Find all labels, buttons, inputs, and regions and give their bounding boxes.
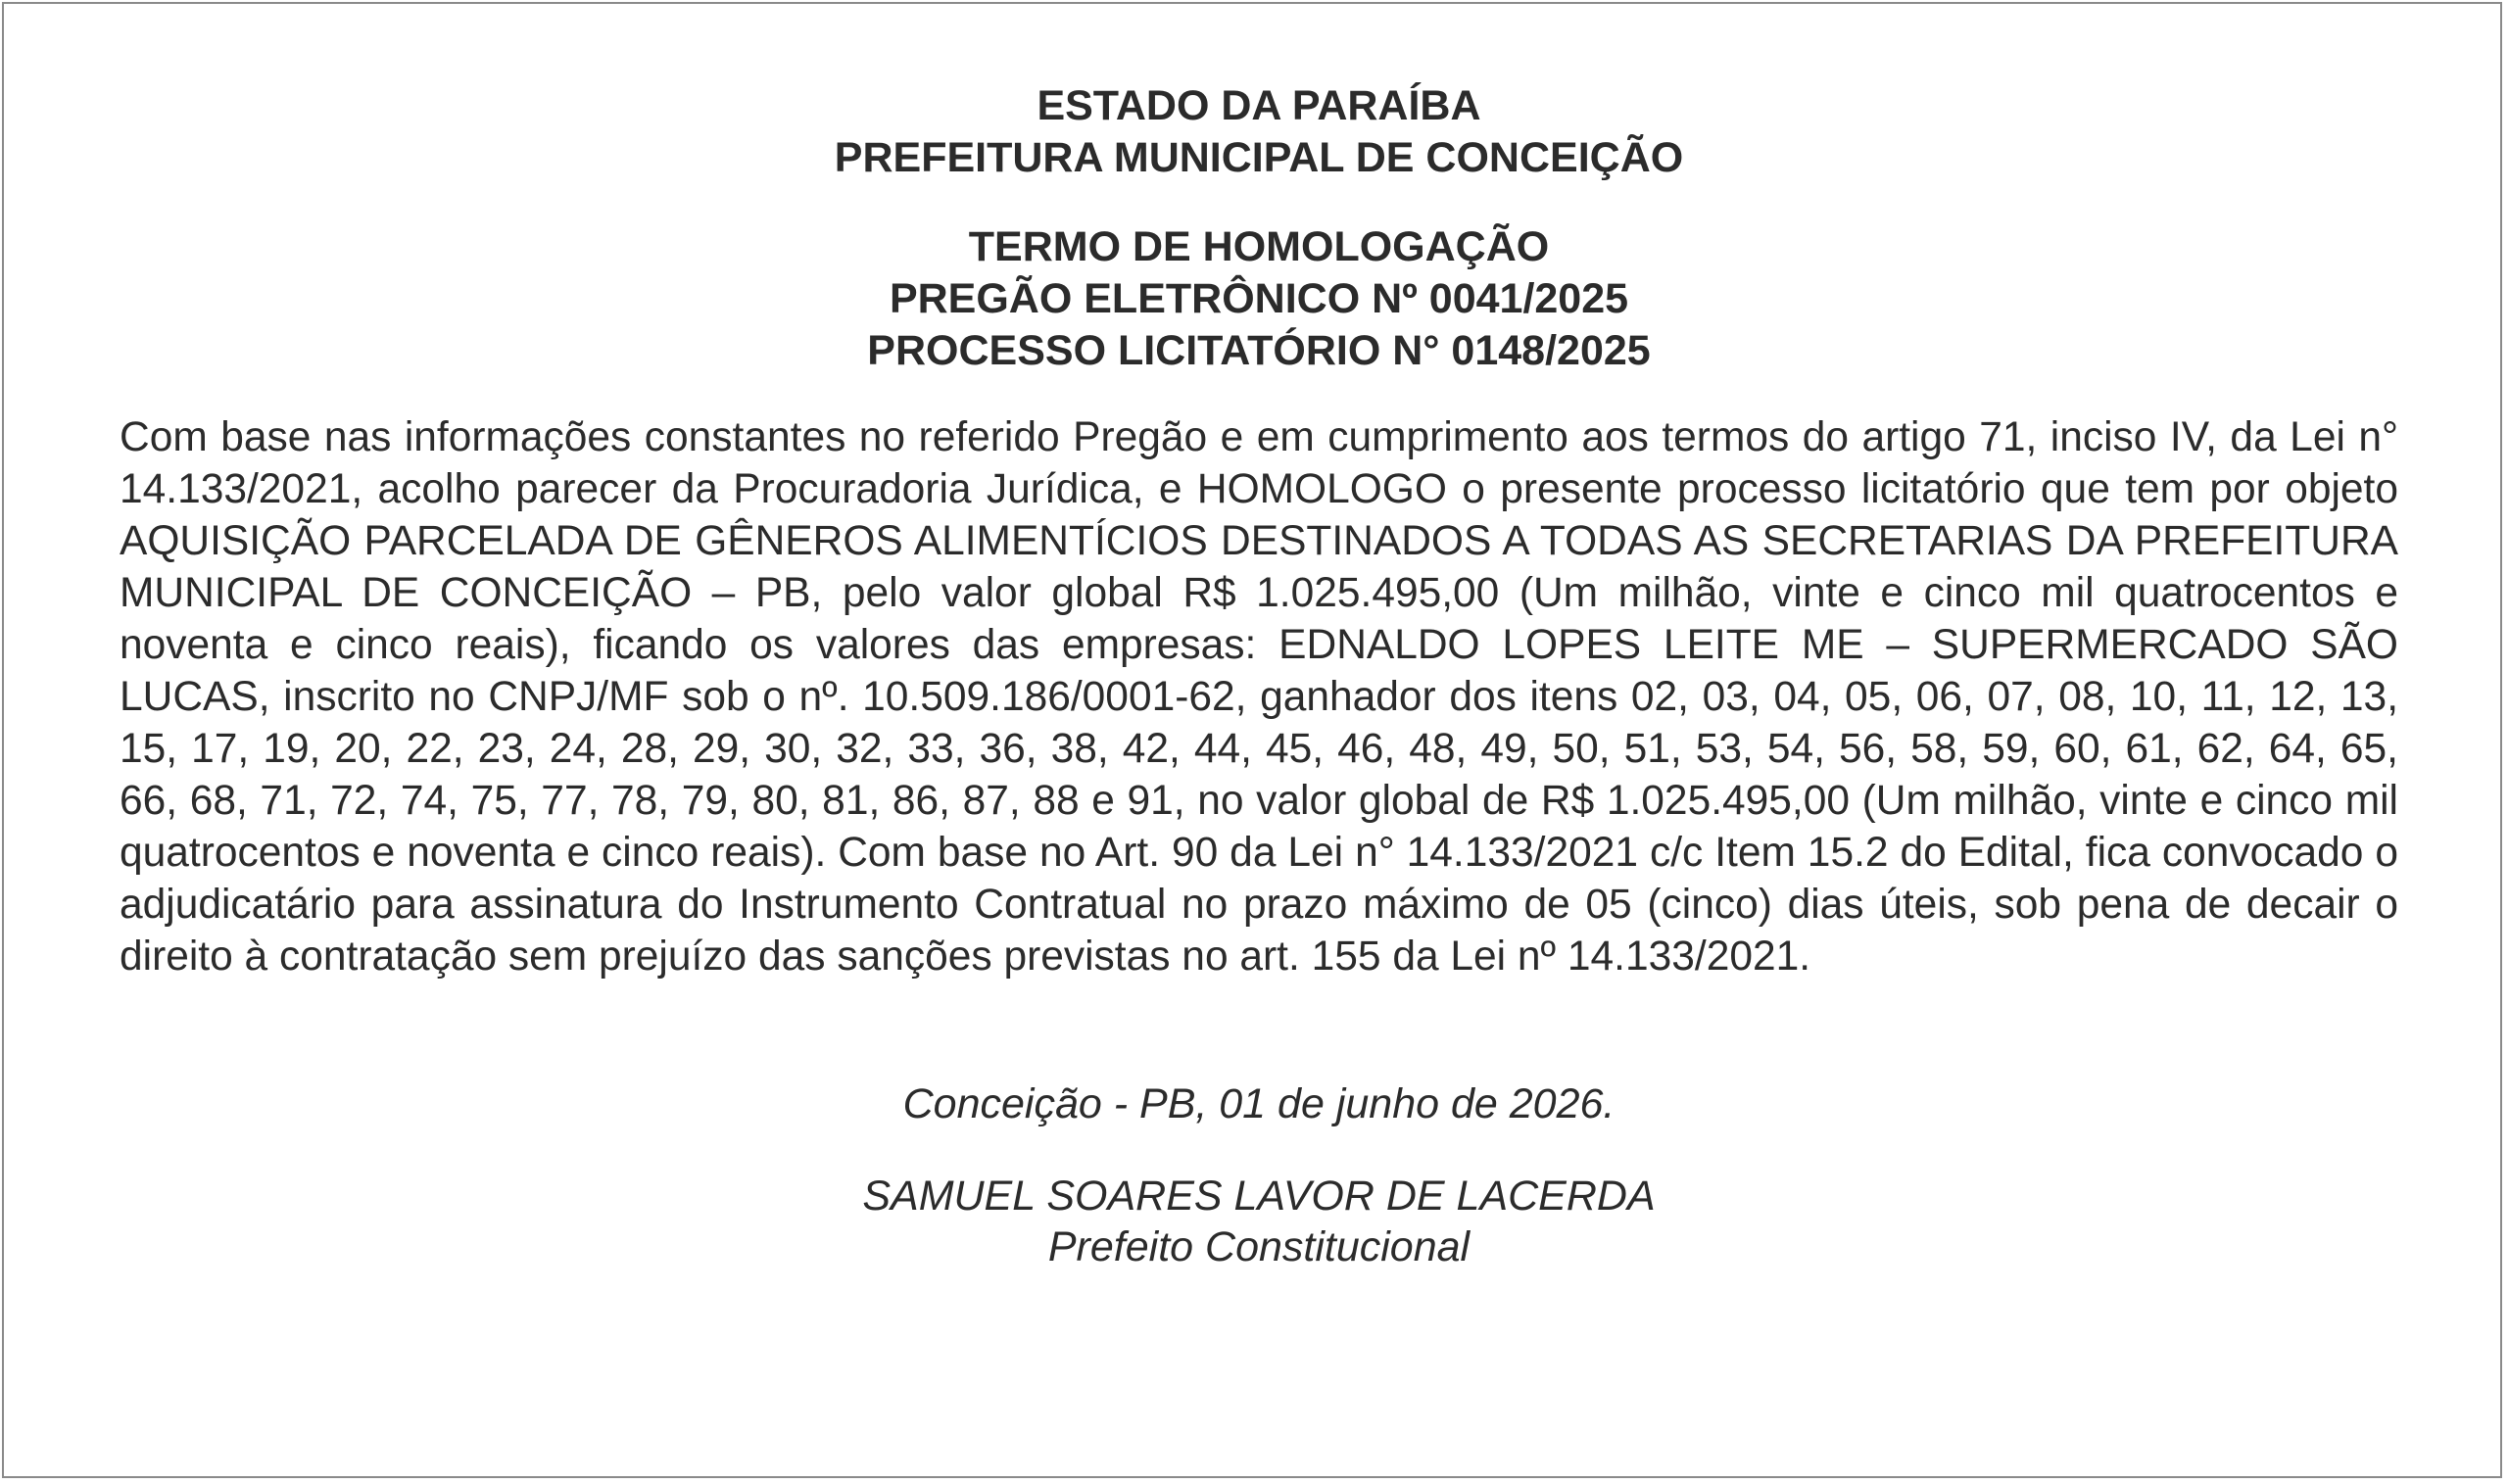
- document-content: [120, 80, 2398, 1272]
- signatory-role: Prefeito Constitucional: [1047, 1223, 1471, 1270]
- auction-number: PREGÃO ELETRÔNICO Nº 0041/2025: [889, 275, 1629, 322]
- homologation-paragraph: Com base nas informações constantes no referido Pregão e em cumprimento aos termos do artigo 71, inciso IV, da Lei n° 14.133/2021, acolho parecer da Procuradoria Jurídica, e HOMOLOGO o presente processo licitatório que tem por objeto AQUISIÇÃO PARCELADA DE GÊNEROS ALIMENTÍCIOS DESTINADOS A TODAS AS SECRETARIAS DA PREFEITURA MUNICIPAL DE CONCEIÇÃO – PB, pelo valor global R$ 1.025.495,00 (Um milhão, vinte e cinco mil quatrocentos e noventa e cinco reais), ficando os valores das empresas: EDNALDO LOPES LEITE ME – SUPERMERCADO SÃO LUCAS, inscrito no CNPJ/MF sob o nº. 10.509.186/0001-62, ganhador dos itens 02, 03, 04, 05, 06, 07, 08, 10, 11, 12, 13, 15, 17, 19, 20, 22, 23, 24, 28, 29, 30, 32, 33, 36, 38, 42, 44, 45, 46, 48, 49, 50, 51, 53, 54, 56, 58, 59, 60, 61, 62, 64, 65, 66, 68, 71, 72, 74, 75, 77, 78, 79, 80, 81, 86, 87, 88 e 91, no valor global de R$ 1.025.495,00 (Um milhão, vinte e cinco mil quatrocentos e noventa e cinco reais). Com base no Art. 90 da Lei n° 14.133/2021 c/c Item 15.2 do Edital, fica convocado o adjudicatário para assinatura do Instrumento Contratual no prazo máximo de 05 (cinco) dias úteis, sob pena de decair o direito à contratação sem prejuízo das sanções previstas no art. 155 da Lei nº 14.133/2021.: [120, 414, 2398, 980]
- spacer: [120, 1129, 2398, 1171]
- signatory-name: SAMUEL SOARES LAVOR DE LACERDA: [862, 1173, 1656, 1220]
- place-date: Conceição - PB, 01 de junho de 2026.: [902, 1080, 1616, 1127]
- municipality-heading: PREFEITURA MUNICIPAL DE CONCEIÇÃO: [834, 134, 1684, 181]
- spacer: [120, 184, 2398, 221]
- spacer: [120, 377, 2398, 411]
- document-frame: [2, 2, 2502, 1478]
- spacer: [120, 982, 2398, 1078]
- process-number: PROCESSO LICITATÓRIO N° 0148/2025: [867, 327, 1651, 374]
- state-heading: ESTADO DA PARAÍBA: [1037, 82, 1481, 129]
- document-title: TERMO DE HOMOLOGAÇÃO: [968, 223, 1550, 270]
